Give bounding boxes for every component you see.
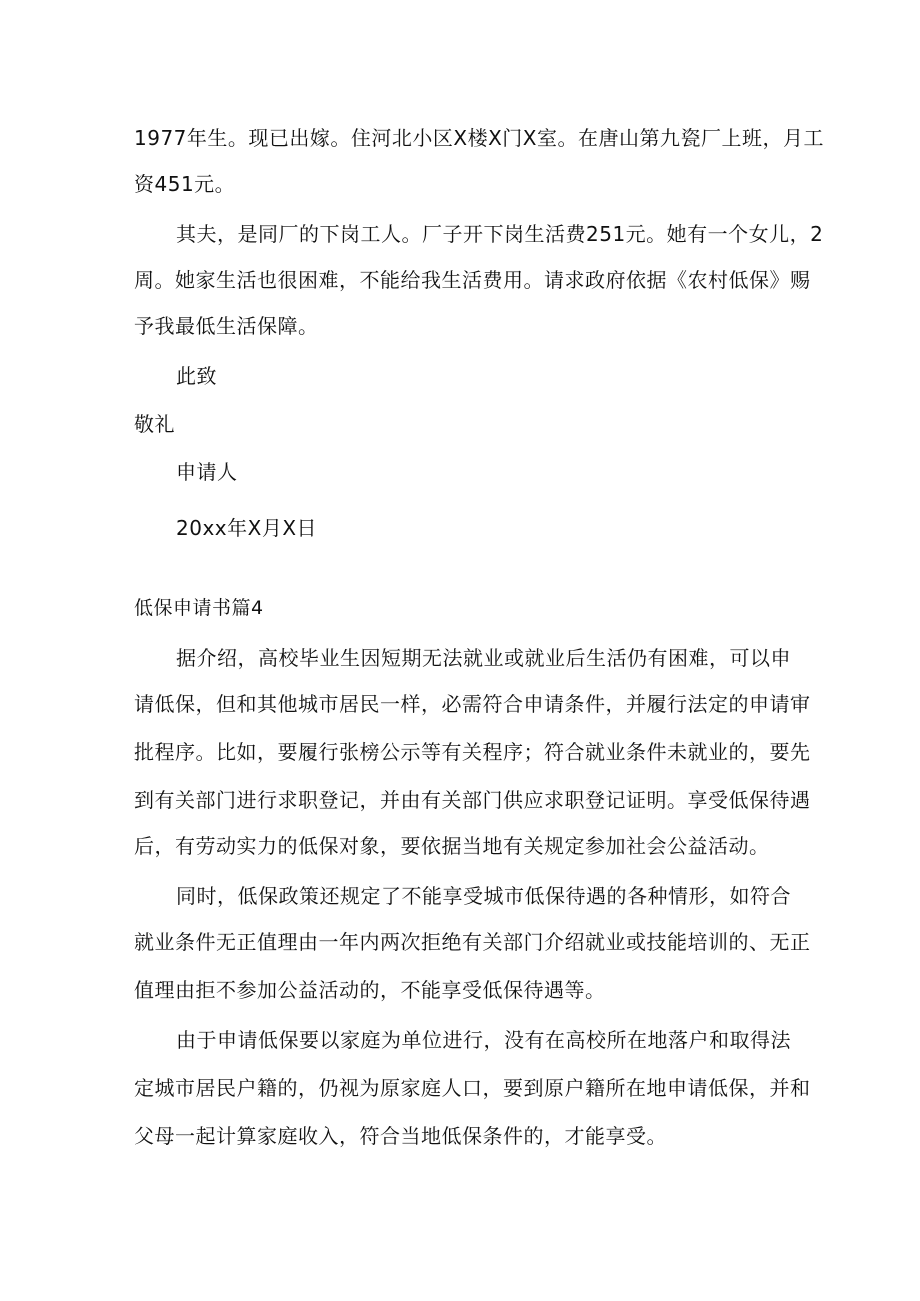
paragraph-3-line-1: 据介绍，高校毕业生因短期无法就业或就业后生活仍有困难，可以申 bbox=[176, 646, 791, 670]
closing-respect: 敬礼 bbox=[134, 412, 175, 436]
date-line: 20xx年X月X日 bbox=[176, 516, 318, 540]
applicant-label: 申请人 bbox=[176, 460, 238, 484]
paragraph-5-line-1: 由于申请低保要以家庭为单位进行，没有在高校所在地落户和取得法 bbox=[176, 1028, 791, 1052]
paragraph-2-line-2: 周。她家生活也很困难，不能给我生活费用。请求政府依据《农村低保》赐 bbox=[134, 268, 811, 292]
paragraph-3-line-3: 批程序。比如，要履行张榜公示等有关程序；符合就业条件未就业的，要先 bbox=[134, 740, 811, 764]
paragraph-2-line-1: 其夫，是同厂的下岗工人。厂子开下岗生活费251元。她有一个女儿，2 bbox=[176, 222, 824, 246]
paragraph-3-line-4: 到有关部门进行求职登记，并由有关部门供应求职登记证明。享受低保待遇 bbox=[134, 788, 811, 812]
paragraph-3-line-5: 后，有劳动实力的低保对象，要依据当地有关规定参加社会公益活动。 bbox=[134, 834, 770, 858]
paragraph-4-line-2: 就业条件无正值理由一年内两次拒绝有关部门介绍就业或技能培训的、无正 bbox=[134, 930, 811, 954]
paragraph-4-line-1: 同时，低保政策还规定了不能享受城市低保待遇的各种情形，如符合 bbox=[176, 884, 791, 908]
paragraph-5-line-3: 父母一起计算家庭收入，符合当地低保条件的，才能享受。 bbox=[134, 1124, 667, 1148]
closing-salutation: 此致 bbox=[176, 364, 217, 388]
paragraph-1-line-2: 资451元。 bbox=[134, 172, 236, 196]
section-title: 低保申请书篇4 bbox=[134, 597, 264, 619]
paragraph-1-line-1: 1977年生。现已出嫁。住河北小区X楼X门X室。在唐山第九瓷厂上班，月工 bbox=[134, 126, 825, 150]
paragraph-2-line-3: 予我最低生活保障。 bbox=[134, 314, 319, 338]
paragraph-5-line-2: 定城市居民户籍的，仍视为原家庭人口，要到原户籍所在地申请低保，并和 bbox=[134, 1076, 811, 1100]
paragraph-3-line-2: 请低保，但和其他城市居民一样，必需符合申请条件，并履行法定的申请审 bbox=[134, 692, 811, 716]
paragraph-4-line-3: 值理由拒不参加公益活动的，不能享受低保待遇等。 bbox=[134, 978, 606, 1002]
